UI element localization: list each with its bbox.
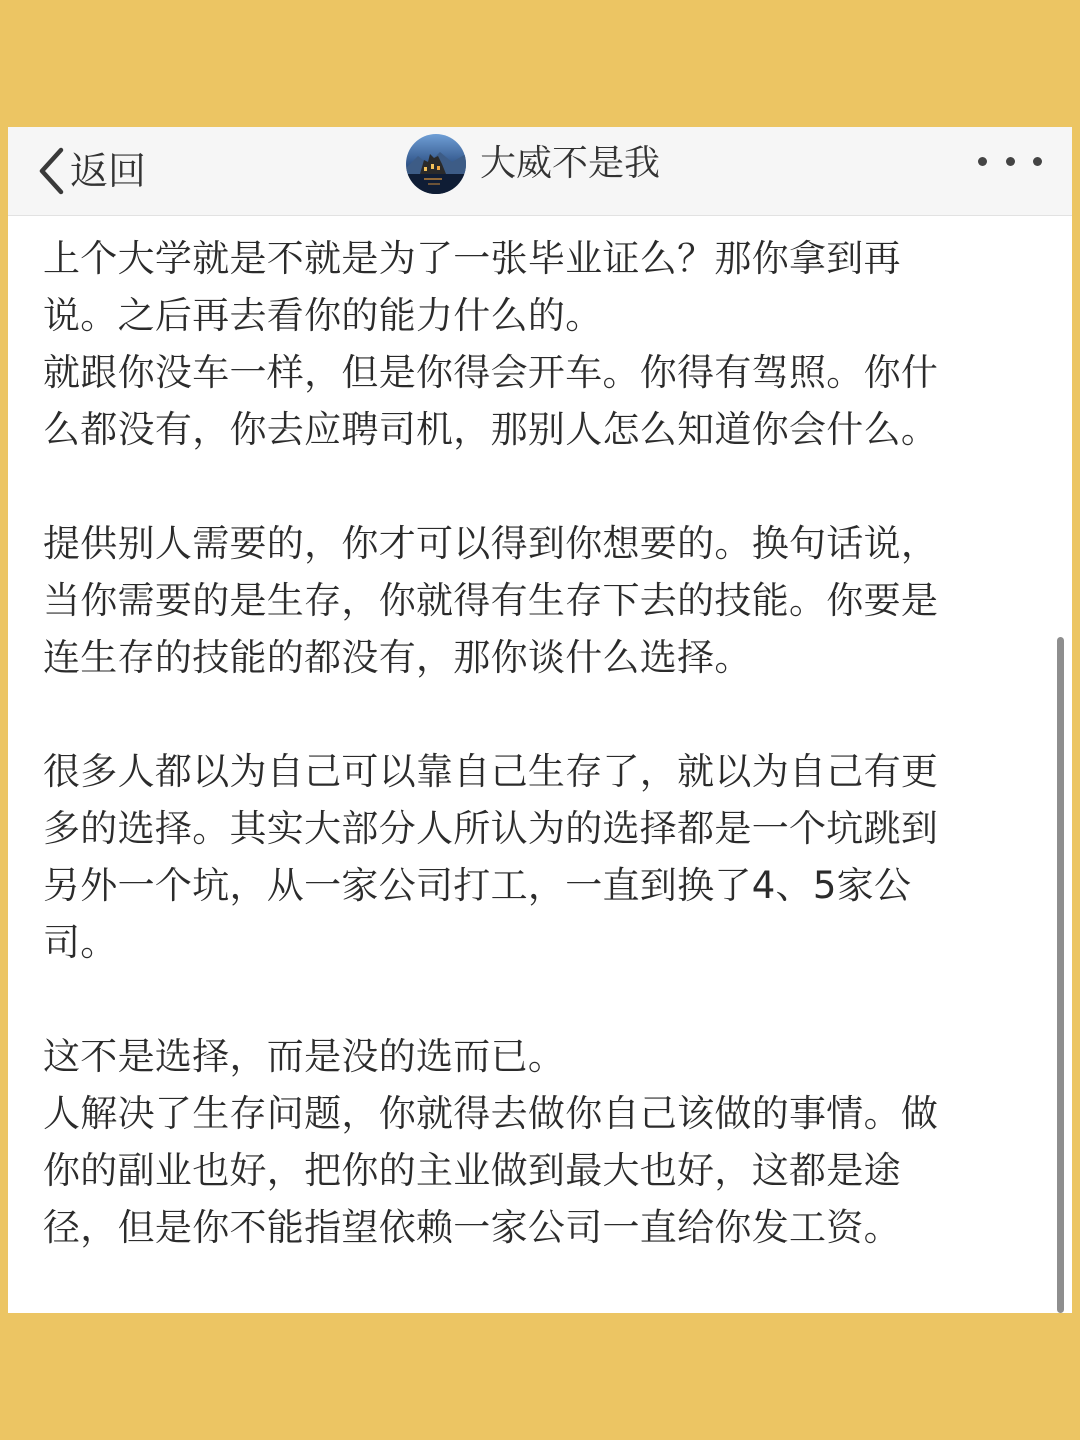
- more-dot: [978, 157, 987, 166]
- article-line: 司。: [43, 921, 118, 964]
- top-nav-bar: [8, 127, 1072, 216]
- post-card: [8, 127, 1072, 1313]
- article-line: 提供别人需要的，你才可以得到你想要的。换句话说，: [43, 522, 939, 565]
- paragraph-gap: [43, 458, 1043, 515]
- more-dot: [1006, 157, 1015, 166]
- author-profile[interactable]: [406, 132, 660, 196]
- chevron-left-icon: [36, 146, 66, 196]
- back-label: 返回: [70, 149, 147, 193]
- more-dots-icon[interactable]: [978, 147, 1042, 175]
- article-line: 么都没有，你去应聘司机，那别人怎么知道你会什么。: [43, 408, 939, 451]
- article-body: [43, 230, 1043, 1256]
- back-button[interactable]: [36, 139, 146, 203]
- article-line: 多的选择。其实大部分人所认为的选择都是一个坑跳到: [43, 807, 939, 850]
- avatar[interactable]: [406, 134, 466, 194]
- article-line: 当你需要的是生存，你就得有生存下去的技能。你要是: [43, 579, 939, 622]
- article-line: 上个大学就是不就是为了一张毕业证么？那你拿到再: [43, 237, 901, 280]
- article-line: 说。之后再去看你的能力什么的。: [43, 294, 603, 337]
- article-line: 另外一个坑，从一家公司打工，一直到换了4、5家公: [43, 864, 912, 907]
- article-line: 这不是选择，而是没的选而已。: [43, 1035, 566, 1078]
- article-line: 连生存的技能的都没有，那你谈什么选择。: [43, 636, 752, 679]
- paragraph-gap: [43, 686, 1043, 743]
- article-line: 径，但是你不能指望依赖一家公司一直给你发工资。: [43, 1206, 901, 1249]
- article-line: 很多人都以为自己可以靠自己生存了，就以为自己有更: [43, 750, 939, 793]
- article-line: 人解决了生存问题，你就得去做你自己该做的事情。做: [43, 1092, 939, 1135]
- more-dot: [1033, 157, 1042, 166]
- article-line: 就跟你没车一样，但是你得会开车。你得有驾照。你什: [43, 351, 939, 394]
- article-line: 你的副业也好，把你的主业做到最大也好，这都是途: [43, 1149, 901, 1192]
- author-name[interactable]: 大威不是我: [480, 143, 661, 184]
- paragraph-gap: [43, 971, 1043, 1028]
- vertical-scrollbar[interactable]: [1057, 637, 1064, 1313]
